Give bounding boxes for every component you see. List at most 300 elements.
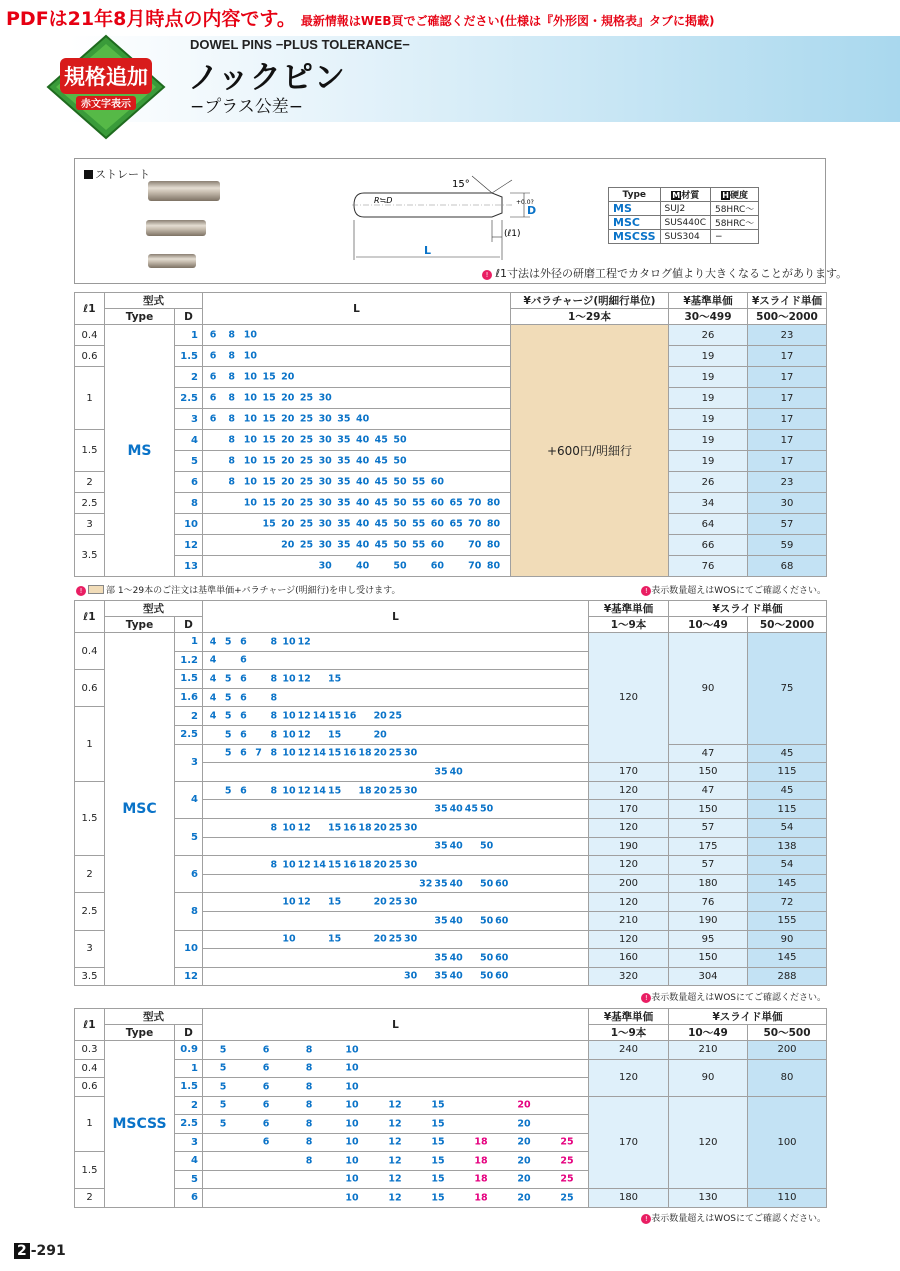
- l1-value: 1: [75, 1096, 105, 1152]
- length-value: 20: [281, 476, 295, 488]
- lengths-cell: [203, 893, 589, 912]
- length-value: 6: [262, 1062, 270, 1074]
- length-value: 12: [297, 896, 311, 908]
- length-value: 30: [318, 413, 332, 425]
- slide-price-1: 57: [669, 818, 748, 837]
- hdr-slide-qty-2: 50〜2000: [748, 617, 827, 633]
- length-value: 10: [282, 636, 296, 648]
- length-value: 10: [345, 1081, 359, 1093]
- lengths-cell: [203, 1041, 589, 1060]
- length-value: 10: [243, 392, 258, 404]
- length-value: 35: [434, 970, 448, 982]
- length-value: 35: [337, 539, 351, 551]
- length-value: 30: [318, 497, 332, 509]
- length-value: 50: [479, 803, 494, 815]
- svg-text:R≒D: R≒D: [374, 196, 393, 205]
- slide-price-1: 210: [669, 1041, 748, 1060]
- slide-price-2: 138: [748, 837, 827, 856]
- hdr-type: Type: [105, 309, 175, 325]
- base-price: 170: [589, 763, 669, 782]
- length-value: 45: [374, 497, 388, 509]
- slide-price-1: 150: [669, 949, 748, 968]
- length-value: 8: [270, 747, 278, 759]
- length-value: 8: [305, 1136, 313, 1148]
- length-value: 20: [281, 434, 295, 446]
- hdr-volume-charge: ¥バラチャージ(明細行単位): [511, 293, 669, 309]
- length-value: 20: [517, 1192, 531, 1204]
- base-price: 200: [589, 874, 669, 893]
- length-value: 70: [468, 497, 482, 509]
- length-value: 45: [464, 803, 479, 815]
- table-row: [75, 856, 827, 875]
- length-value: 15: [431, 1155, 445, 1167]
- mat-hdr-type: Type: [609, 188, 661, 202]
- length-value: 6: [240, 673, 247, 685]
- base-price: 19: [669, 367, 748, 388]
- d-value: 2: [175, 1096, 203, 1115]
- mat-type: MSCSS: [609, 230, 661, 244]
- length-value: 30: [403, 822, 418, 834]
- base-price: 26: [669, 472, 748, 493]
- length-value: 12: [388, 1118, 402, 1130]
- lengths-cell: [203, 688, 589, 707]
- notice-main: PDFは21年8月時点の内容です。: [6, 8, 296, 30]
- d-value: 1.5: [175, 346, 203, 367]
- slide-price: 17: [748, 388, 827, 409]
- length-value: 70: [468, 518, 482, 530]
- d-value: 1.2: [175, 651, 203, 670]
- lengths-cell: [203, 1078, 589, 1097]
- base-price: 170: [589, 800, 669, 819]
- length-value: 30: [318, 560, 332, 572]
- length-value: 80: [486, 560, 501, 572]
- length-value: 4: [209, 654, 217, 666]
- slide-price-2: 110: [748, 1189, 827, 1208]
- slide-price: 30: [748, 493, 827, 514]
- length-value: 25: [560, 1155, 574, 1167]
- lengths-cell: [203, 1059, 589, 1078]
- lengths-cell: [203, 818, 589, 837]
- badge-text-2: 赤文字表示: [81, 99, 131, 110]
- table-row: [75, 430, 827, 451]
- length-value: 8: [305, 1062, 313, 1074]
- lengths-cell: [203, 346, 511, 367]
- table-row: [75, 1041, 827, 1060]
- l1-value: 3: [75, 930, 105, 967]
- table-row: [75, 818, 827, 837]
- lengths-cell: [203, 388, 511, 409]
- slide-price: 59: [748, 535, 827, 556]
- slide-price: 17: [748, 346, 827, 367]
- length-value: 60: [495, 970, 509, 982]
- length-value: 5: [219, 1081, 227, 1093]
- length-value: 6: [262, 1099, 270, 1111]
- l1-value: 0.3: [75, 1041, 105, 1060]
- mat-material: SUS440C: [660, 216, 710, 230]
- slide-price-2: 54: [748, 818, 827, 837]
- length-value: 6: [240, 710, 247, 722]
- l1-value: 3.5: [75, 535, 105, 577]
- length-value: 20: [373, 710, 387, 722]
- length-value: 25: [560, 1136, 574, 1148]
- length-value: 80: [486, 518, 501, 530]
- length-value: 15: [262, 392, 276, 404]
- length-value: 20: [373, 859, 387, 871]
- length-value: 10: [243, 329, 258, 341]
- lengths-cell: [203, 1115, 589, 1134]
- hdr-l: L: [203, 1009, 589, 1041]
- length-value: 6: [240, 729, 247, 741]
- slide-price-2: 100: [748, 1096, 827, 1189]
- lengths-cell: [203, 967, 589, 986]
- l1-value: 1.5: [75, 430, 105, 472]
- hdr-slide-qty-2: 50〜500: [748, 1025, 827, 1041]
- length-value: 25: [299, 392, 314, 404]
- length-value: 4: [209, 692, 217, 704]
- slide-price-1: 175: [669, 837, 748, 856]
- length-value: 10: [345, 1118, 359, 1130]
- length-value: 60: [430, 539, 445, 551]
- length-value: 25: [299, 455, 314, 467]
- lengths-cell: [203, 1133, 589, 1152]
- note-icon: !: [76, 586, 86, 596]
- length-value: 30: [318, 518, 332, 530]
- slide-price: 68: [748, 556, 827, 577]
- length-value: 40: [355, 476, 370, 488]
- length-value: 40: [449, 915, 463, 927]
- length-value: 20: [373, 785, 387, 797]
- d-value: 10: [175, 930, 203, 967]
- length-value: 18: [474, 1136, 488, 1148]
- length-value: 5: [219, 1044, 227, 1056]
- lengths-cell: [203, 670, 589, 689]
- subtitle-english: DOWEL PINS −PLUS TOLERANCE−: [190, 37, 410, 52]
- length-value: 60: [495, 952, 509, 964]
- length-value: 12: [297, 785, 311, 797]
- lengths-cell: [203, 535, 511, 556]
- slide-price-2: 72: [748, 893, 827, 912]
- l1-value: 2: [75, 1189, 105, 1208]
- base-price: 26: [669, 325, 748, 346]
- lengths-cell: [203, 493, 511, 514]
- base-price: 120: [589, 893, 669, 912]
- length-value: 30: [403, 896, 418, 908]
- base-price: 120: [589, 1059, 669, 1096]
- hdr-slide-qty-1: 10〜49: [669, 617, 748, 633]
- length-value: 15: [327, 710, 342, 722]
- length-value: 20: [281, 455, 295, 467]
- base-price: 34: [669, 493, 748, 514]
- length-value: 40: [449, 970, 463, 982]
- lengths-cell: [203, 430, 511, 451]
- notice-detail: 最新情報はWEB頁でご確認ください(仕様は『外形図・規格表』タブに掲載): [300, 14, 715, 28]
- material-table: [608, 187, 759, 244]
- length-value: 8: [270, 859, 278, 871]
- length-value: 12: [297, 636, 311, 648]
- svg-text:15°: 15°: [452, 179, 470, 190]
- length-value: 12: [297, 822, 311, 834]
- d-value: 8: [175, 893, 203, 930]
- length-value: 8: [305, 1155, 313, 1167]
- slide-price-1: 180: [669, 874, 748, 893]
- length-value: 35: [434, 952, 448, 964]
- length-value: 10: [282, 822, 296, 834]
- d-value: 1.5: [175, 670, 203, 689]
- length-value: 6: [209, 329, 217, 341]
- d-value: 3: [175, 409, 203, 430]
- lengths-cell: [203, 451, 511, 472]
- length-value: 12: [388, 1173, 402, 1185]
- slide-price-1: 120: [669, 1096, 748, 1189]
- length-value: 10: [345, 1062, 359, 1074]
- d-value: 4: [175, 781, 203, 818]
- length-value: 60: [495, 915, 509, 927]
- length-value: 8: [228, 455, 235, 467]
- length-value: 6: [209, 350, 217, 362]
- lengths-cell: [203, 651, 589, 670]
- length-value: 10: [243, 476, 258, 488]
- length-value: 8: [305, 1081, 313, 1093]
- slide-price-2: 145: [748, 874, 827, 893]
- length-value: 25: [388, 933, 403, 945]
- length-value: 55: [412, 497, 426, 509]
- badge-text-1: 規格追加: [64, 65, 148, 89]
- l1-value: 0.4: [75, 325, 105, 346]
- l1-value: 2.5: [75, 493, 105, 514]
- length-value: 25: [388, 822, 403, 834]
- l1-value: 2: [75, 856, 105, 893]
- ms-footnote-left: ! 部 1〜29本のご注文は基準単価+バラチャージ(明細行)を申し受けます。: [76, 583, 400, 596]
- slide-price-1: 190: [669, 911, 748, 930]
- length-value: 15: [431, 1192, 445, 1204]
- d-value: 6: [175, 472, 203, 493]
- table-row: [75, 1059, 827, 1078]
- base-price: 120: [589, 633, 669, 763]
- hdr-slide-price: ¥スライド単価: [669, 1009, 827, 1025]
- lengths-cell: [203, 949, 589, 968]
- slide-price-2: 54: [748, 856, 827, 875]
- d-value: 2: [175, 707, 203, 726]
- legend-swatch: [88, 585, 104, 594]
- length-value: 18: [474, 1155, 488, 1167]
- length-value: 20: [373, 896, 387, 908]
- length-value: 25: [388, 785, 403, 797]
- msc-footnote: ! 表示数量超えはWOSにてご確認ください。: [641, 990, 826, 1003]
- lengths-cell: [203, 514, 511, 535]
- d-value: 4: [175, 430, 203, 451]
- d-value: 6: [175, 1189, 203, 1208]
- length-value: 6: [209, 392, 217, 404]
- length-value: 6: [209, 413, 217, 425]
- slide-price-1: 150: [669, 763, 748, 782]
- slide-price-2: 145: [748, 949, 827, 968]
- length-value: 10: [345, 1192, 359, 1204]
- length-value: 14: [312, 859, 327, 871]
- slide-price: 57: [748, 514, 827, 535]
- slide-price: 17: [748, 451, 827, 472]
- length-value: 15: [262, 434, 276, 446]
- length-value: 5: [219, 1099, 227, 1111]
- length-value: 25: [388, 710, 403, 722]
- length-value: 25: [388, 896, 403, 908]
- lengths-cell: [203, 800, 589, 819]
- length-value: 15: [327, 859, 342, 871]
- base-price: 120: [589, 930, 669, 949]
- length-value: 35: [337, 518, 351, 530]
- length-value: 10: [282, 785, 296, 797]
- length-value: 25: [299, 413, 314, 425]
- length-value: 8: [270, 785, 278, 797]
- table-row: [75, 633, 827, 652]
- length-value: 5: [224, 692, 232, 704]
- length-value: 8: [228, 413, 235, 425]
- length-value: 40: [355, 560, 370, 572]
- hdr-d: D: [175, 1025, 203, 1041]
- d-value: 3: [175, 744, 203, 781]
- length-value: 8: [270, 673, 278, 685]
- length-value: 5: [219, 1062, 227, 1074]
- type-ms: MS: [105, 325, 175, 577]
- l1-value: 0.4: [75, 1059, 105, 1078]
- d-value: 5: [175, 451, 203, 472]
- length-value: 30: [318, 434, 332, 446]
- length-value: 10: [243, 455, 258, 467]
- l1-value: 3.5: [75, 967, 105, 986]
- length-value: 20: [517, 1136, 531, 1148]
- lengths-cell: [203, 556, 511, 577]
- table-row: [75, 556, 827, 577]
- length-value: 6: [262, 1118, 270, 1130]
- length-value: 10: [282, 933, 296, 945]
- length-value: 20: [373, 822, 387, 834]
- length-value: 14: [312, 785, 327, 797]
- length-value: 18: [358, 859, 372, 871]
- length-value: 35: [434, 803, 448, 815]
- length-value: 45: [374, 476, 388, 488]
- length-value: 10: [345, 1136, 359, 1148]
- length-value: 4: [209, 673, 217, 685]
- length-value: 15: [431, 1099, 445, 1111]
- length-value: 7: [255, 747, 262, 759]
- l1-value: 0.6: [75, 670, 105, 707]
- length-value: 25: [388, 859, 403, 871]
- mscss-table: [74, 1008, 827, 1208]
- length-value: 25: [299, 497, 314, 509]
- length-value: 8: [270, 729, 278, 741]
- length-value: 12: [297, 729, 311, 741]
- d-value: 2.5: [175, 388, 203, 409]
- d-value: 0.9: [175, 1041, 203, 1060]
- length-value: 25: [299, 539, 314, 551]
- length-value: 30: [318, 455, 332, 467]
- base-price: 170: [589, 1096, 669, 1189]
- length-value: 6: [240, 636, 247, 648]
- lengths-cell: [203, 325, 511, 346]
- lengths-cell: [203, 472, 511, 493]
- table-row: [75, 409, 827, 430]
- type-label: MSC: [105, 633, 175, 986]
- lengths-cell: [203, 1170, 589, 1189]
- d-value: 1: [175, 1059, 203, 1078]
- length-value: 18: [474, 1173, 488, 1185]
- length-value: 4: [209, 710, 217, 722]
- length-value: 60: [430, 476, 445, 488]
- length-value: 15: [431, 1118, 445, 1130]
- slide-price-1: 150: [669, 800, 748, 819]
- l1-value: 1.5: [75, 781, 105, 855]
- d-value: 5: [175, 818, 203, 855]
- base-price: 190: [589, 837, 669, 856]
- length-value: 25: [560, 1192, 574, 1204]
- length-value: 20: [373, 729, 387, 741]
- table-row: [75, 930, 827, 949]
- length-value: 40: [449, 952, 463, 964]
- table-row: [75, 1096, 827, 1115]
- base-price: 76: [669, 556, 748, 577]
- d-value: 12: [175, 967, 203, 986]
- length-value: 18: [358, 747, 372, 759]
- lengths-cell: [203, 1152, 589, 1171]
- hdr-katashiki: 型式: [105, 293, 203, 309]
- lengths-cell: [203, 930, 589, 949]
- slide-price-1: 57: [669, 856, 748, 875]
- length-value: 10: [282, 896, 296, 908]
- length-value: 18: [358, 822, 372, 834]
- note-icon: !: [641, 993, 651, 1003]
- l1-value: 0.4: [75, 633, 105, 670]
- l1-value: 0.6: [75, 346, 105, 367]
- lengths-cell: [203, 911, 589, 930]
- lengths-cell: [203, 707, 589, 726]
- mat-hdr-material: M材質: [660, 188, 710, 202]
- length-value: 30: [403, 859, 418, 871]
- lengths-cell: [203, 856, 589, 875]
- length-value: 10: [243, 413, 258, 425]
- slide-price: 23: [748, 472, 827, 493]
- hdr-type: Type: [105, 617, 175, 633]
- length-value: 6: [240, 785, 247, 797]
- hdr-base-price: ¥基準単価: [669, 293, 748, 309]
- length-value: 40: [355, 518, 370, 530]
- length-value: 35: [434, 766, 448, 778]
- length-value: 50: [479, 878, 494, 890]
- length-value: 8: [305, 1118, 313, 1130]
- length-value: 40: [449, 840, 463, 852]
- mscss-footnote: ! 表示数量超えはWOSにてご確認ください。: [641, 1211, 826, 1224]
- pin-photo-small: [148, 254, 196, 268]
- table-row: [75, 451, 827, 472]
- hdr-base-qty: 30〜499: [669, 309, 748, 325]
- length-value: 30: [318, 476, 332, 488]
- svg-text:L: L: [424, 244, 432, 257]
- length-value: 15: [262, 371, 276, 383]
- length-value: 15: [327, 729, 342, 741]
- length-value: 80: [486, 497, 501, 509]
- lengths-cell: [203, 1189, 589, 1208]
- pin-photo-medium: [146, 220, 206, 236]
- square-bullet-icon: [84, 170, 93, 179]
- length-value: 20: [281, 539, 295, 551]
- slide-price-2: 75: [748, 633, 827, 745]
- slide-price-1: 47: [669, 744, 748, 763]
- hdr-type: Type: [105, 1025, 175, 1041]
- length-value: 60: [495, 878, 509, 890]
- length-value: 12: [388, 1155, 402, 1167]
- hdr-base-price: ¥基準単価: [589, 601, 669, 617]
- length-value: 60: [430, 497, 445, 509]
- length-value: 25: [299, 434, 314, 446]
- length-value: 12: [297, 673, 311, 685]
